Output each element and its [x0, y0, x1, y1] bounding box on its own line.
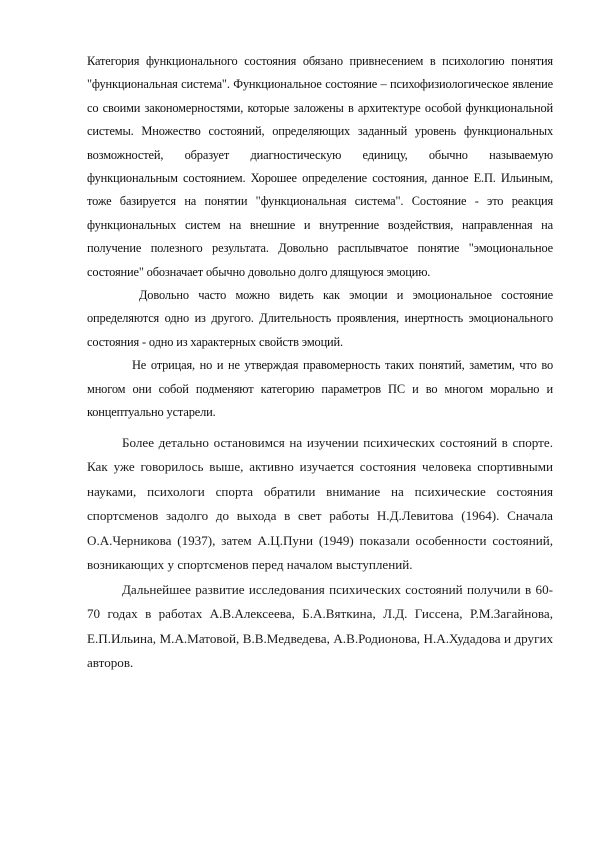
paragraph-sport-states: Более детально остановимся на изучении психических состояний в спорте. Как уже говорилось выше, активно изучается состояния человека спортивными науками, психологи спорта обратили внимание на психические состояния спортсменов задолго до выхода в свет работы Н.Д.Левитова (1964). Сначала О.А.Черникова (1937), затем А.Ц.Пуни (1949) показали особенности состояний, возникающих у спортсменов перед началом выступлений. — [87, 434, 553, 572]
paragraph-further-research: Дальнейшее развитие исследования психических состояний получили в 60-70 годах в работах А.В.Алексеева, Б.А.Вяткина, Л.Д. Гиссена, Р.М.Загайнова, Е.П.Ильина, М.А.Матовой, В.В.Медведева, А.В.Родионова, Н.А.Худадова и других авторов. — [87, 581, 553, 670]
paragraph-emotions: Довольно часто можно видеть как эмоции и эмоциональное состояние определяются одно из другого. Длительность проявления, инертность эмоционального состояния - одно из характерных свойств эмоций. — [87, 288, 553, 349]
paragraph-functional-state: Категория функционального состояния обязано привнесением в психологию понятия "функциональная система". Функциональное состояние – психофизиологическое явление со своими закономерностями, которые заложены в архитектуре особой функциональной системы. Множество состояний, определяющих заданный уровень функциональных возможностей, образует диагностическую единицу, обычно называемую функциональным состоянием. Хорошее определение состояния, данное Е.П. Ильиным, тоже базируется на понятии "функциональная система". Состояние - это реакция функциональных систем на внешние и внутренние воздействия, направленная на получение полезного результата. Довольно расплывчатое понятие "эмоциональное состояние" обозначает обычно довольно долго длящуюся эмоцию. — [87, 54, 553, 279]
paragraph-concepts: Не отрицая, но и не утверждая правомерность таких понятий, заметим, что во многом они собой подменяют категорию параметров ПС и во многом морально и концептуально устарели. — [87, 358, 553, 420]
